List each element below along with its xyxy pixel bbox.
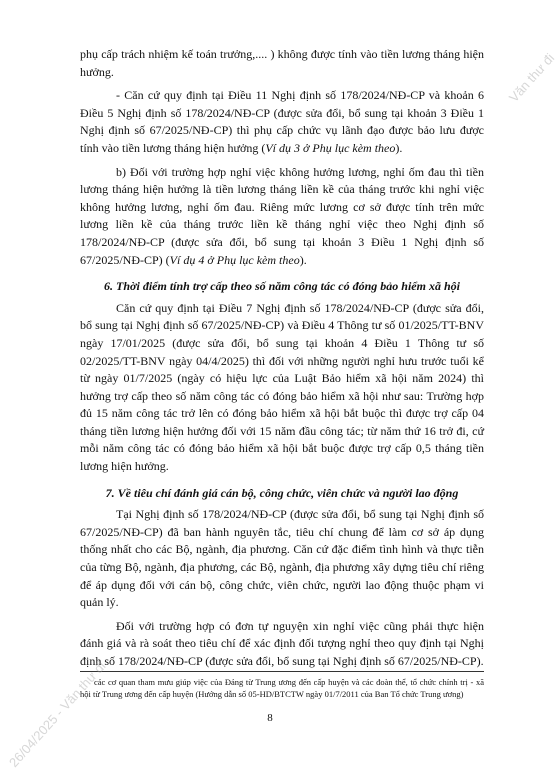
paragraph-3: b) Đối với trường hợp nghỉ việc không hưởng lương, nghỉ ốm đau thì tiền lương tháng hiện hưởng là tiền lương tháng liền kề của tháng trước khi nghỉ việc không hưởng lương, nghỉ ốm đau. Riêng mức lương cơ sở được tính trên mức lương liền kề của tháng trước liền kề tháng nghỉ việc theo Nghị định số 178/2024/NĐ-CP (được sửa đổi, bổ sung tại khoản 3 Điều 1 Nghị định số 67/2025/NĐ-CP) (Ví dụ 4 ở Phụ lục kèm theo). [80, 164, 484, 267]
page-number: 8 [267, 712, 273, 724]
paragraph-2: - Căn cứ quy định tại Điều 11 Nghị định số 178/2024/NĐ-CP và khoản 6 Điều 5 Nghị định số 178/2024/NĐ-CP (được sửa đổi, bổ sung tại khoản 3 Điều 1 Nghị định số 67/2025/NĐ-CP) thì phụ cấp chức vụ lãnh đạo được bảo lưu được tính vào tiền lương tháng hiện hưởng (Ví dụ 3 ở Phụ lục kèm theo). [80, 88, 484, 155]
section-heading-7: 7. Về tiêu chí đánh giá cán bộ, công chức, viên chức và người lao động [105, 485, 459, 500]
paragraph-1: phụ cấp trách nhiệm kế toán trưởng,.... ) không được tính vào tiền lương tháng hiện hưởng. [80, 47, 484, 79]
watermark-stamp: 26/04/2025 - Văn thư đi [6, 658, 109, 770]
watermark-stamp-top: Văn thư đi [506, 50, 557, 106]
example-3-reference: Ví dụ 3 ở Phụ lục kèm theo [265, 140, 396, 155]
footnote-divider [80, 671, 484, 672]
footnote: các cơ quan tham mưu giúp việc của Đảng từ Trung ương đến cấp huyện và các đoàn thể, tổ chức chính trị - xã hội từ Trung ương đến cấp huyện (Hướng dẫn số 05-HD/BTCTW ngày 01/7/2011 của Ban Tổ chức Trung ương) [80, 677, 484, 699]
example-4-reference: Ví dụ 4 ở Phụ lục kèm theo [169, 252, 300, 267]
document-body [80, 46, 484, 671]
paragraph-5: Tại Nghị định số 178/2024/NĐ-CP (được sửa đổi, bổ sung tại Nghị định số 67/2025/NĐ-CP) đã ban hành nguyên tắc, tiêu chí chung để làm cơ sở áp dụng thống nhất cho các Bộ, ngành, địa phương. Căn cứ đặc điểm tình hình và thực tiễn của từng Bộ, ngành, địa phương, các Bộ, ngành, địa phương xây dựng tiêu chí riêng để áp dụng đối với cán bộ, công chức, viên chức, người lao động thuộc phạm vi quản lý. [80, 507, 484, 610]
section-heading-6: 6. Thời điểm tính trợ cấp theo số năm công tác có đóng bảo hiểm xã hội [104, 279, 460, 294]
paragraph-6: Đối với trường hợp có đơn tự nguyện xin nghỉ việc cũng phải thực hiện đánh giá và rà soát theo tiêu chí để xác định đối tượng nghỉ theo quy định tại Nghị định số 178/2024/NĐ-CP (được sửa đổi, bổ sung tại Nghị định số 67/2025/NĐ-CP). [80, 618, 484, 668]
paragraph-4: Căn cứ quy định tại Điều 7 Nghị định số 178/2024/NĐ-CP (được sửa đổi, bổ sung tại Nghị định số 67/2025/NĐ-CP) và Điều 4 Thông tư số 01/2025/TT-BNV ngày 17/01/2025 (được sửa đổi, bổ sung tại khoản 4 Điều 1 Thông tư số 02/2025/TT-BNV ngày 04/4/2025) thì đối với những người nghỉ hưu trước tuổi kể từ ngày 01/7/2025 (ngày có hiệu lực của Luật Bảo hiểm xã hội năm 2024) thì hưởng trợ cấp theo số năm công tác có đóng bảo hiểm xã hội như sau: Trường hợp đủ 15 năm công tác trở lên có đóng bảo hiểm xã hội bắt buộc thì được trợ cấp 04 tháng tiền lương hiện hưởng đối với 15 năm đầu công tác; từ năm thứ 16 trở đi, cứ mỗi năm công tác có đóng bảo hiểm xã hội bắt buộc được trợ cấp 0,5 tháng tiền lương hiện hưởng. [80, 300, 484, 474]
